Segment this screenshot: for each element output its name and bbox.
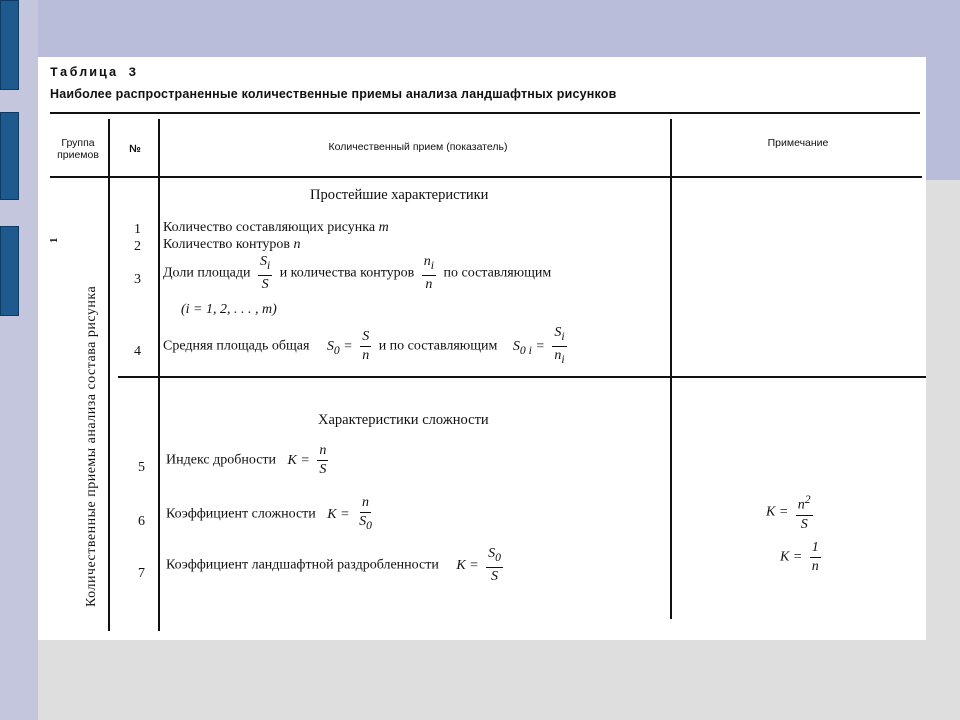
row-4-lhs-1: $S_0$ = — [326, 338, 353, 357]
rule-top — [50, 112, 920, 114]
row-4 — [163, 324, 571, 369]
row-6-text: Коэффициент сложности — [166, 506, 316, 522]
row-num-7: 7 — [138, 566, 145, 581]
header-group: Группа приемов — [57, 137, 99, 161]
table-label: Таблица 3 — [50, 65, 139, 80]
row-7-text: Коэффициент ландшафтной раздробленности — [166, 557, 439, 573]
row-4-lhs-2: $S_{0 i}$ = — [512, 338, 545, 357]
document-page — [38, 57, 926, 640]
row-1 — [163, 220, 389, 236]
row-4-frac-1: $\frac{S}{n}$ — [362, 328, 370, 363]
side-tab-3[interactable] — [0, 226, 19, 316]
row-7-frac: $\frac{S_0}{S}$ — [488, 546, 501, 584]
note-formula-2: K = $\frac{1}{n}$ — [780, 540, 819, 574]
row-1-var: m — [378, 220, 389, 235]
col-rule-1 — [108, 119, 110, 631]
row-4-mid: и по составляющим — [378, 338, 498, 354]
header-note: Примечание — [767, 137, 829, 149]
row-6: Коэффициент сложности K = $\frac{n}{S_0}$ — [166, 494, 378, 535]
row-num-5: 5 — [138, 460, 145, 475]
side-tab-1[interactable] — [0, 0, 19, 90]
side-tab-2[interactable] — [0, 112, 19, 200]
section-title-complexity: Характеристики сложности — [318, 412, 489, 428]
row-1-text: Количество составляющих рисунка — [163, 220, 376, 235]
rule-header-bottom — [50, 176, 922, 178]
header-num: № — [129, 143, 141, 155]
row-5: Индекс дробности K = $\frac{n}{S}$ — [166, 443, 327, 477]
lower-band — [38, 640, 960, 720]
right-band — [926, 180, 960, 640]
row-3-text: Доли площади — [163, 265, 251, 281]
note-formula-1: K = $\frac{n^2}{S}$ — [766, 493, 811, 532]
row-num-1: 1 — [134, 222, 141, 237]
row-4-text: Средняя площадь общая — [163, 338, 310, 354]
row-num-2: 2 — [134, 239, 141, 254]
row-3-tail: по составляющим — [443, 265, 552, 281]
row-num-6: 6 — [138, 514, 145, 529]
row-num-3: 3 — [134, 272, 141, 287]
row-2 — [163, 237, 301, 253]
row-3 — [163, 253, 551, 294]
row-3-frac-1: $\frac{S_i}{S}$ — [259, 254, 271, 292]
row-2-text: Количество контуров — [163, 237, 291, 252]
row-3-mid: и количества контуров — [279, 265, 415, 281]
row-6-frac: $\frac{n}{S_0}$ — [359, 495, 372, 532]
col-rule-2 — [158, 119, 160, 631]
group-label: Количественные приемы анализа состава рисунка — [84, 285, 99, 607]
row-5-frac: $\frac{n}{S}$ — [319, 443, 327, 477]
row-3-range: (i = 1, 2, . . . , m) — [181, 302, 277, 317]
left-sidebar-strip — [0, 0, 38, 720]
table-title: Наиболее распространенные количественные приемы анализа ландшафтных рисунков — [50, 87, 617, 101]
row-2-var: n — [293, 237, 301, 252]
group-number: 1 — [48, 237, 60, 243]
col-rule-3 — [670, 119, 672, 619]
row-3-frac-2: $\frac{n_i}{n}$ — [423, 254, 435, 292]
row-5-text: Индекс дробности — [166, 452, 277, 468]
section-title-simple: Простейшие характеристики — [310, 187, 489, 203]
header-method: Количественный прием (показатель) — [328, 141, 508, 153]
row-4-frac-2: $\frac{S_i}{n_i}$ — [554, 325, 565, 366]
row-num-4: 4 — [134, 344, 141, 359]
row-7: Коэффициент ландшафтной раздробленности K = $\frac{S_0}{S}$ — [166, 546, 501, 584]
rule-section-divider — [118, 376, 926, 378]
